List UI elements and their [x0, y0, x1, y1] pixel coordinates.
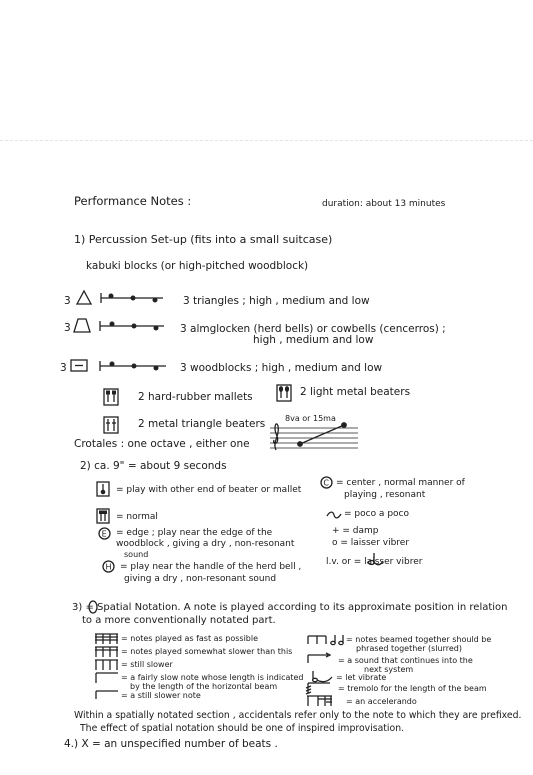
woodblocks-label: 3 woodblocks ; high , medium and low — [180, 362, 383, 374]
spatial-footer-1: Within a spatially notated section , accidentals refer only to the note to which they are prefixed. — [74, 710, 522, 721]
hard-rubber-mallets-label: 2 hard-rubber mallets — [138, 391, 253, 403]
notation-slow-note: = a fairly slow note whose length is indicated — [121, 673, 304, 682]
edge-text-2: woodblock , giving a dry , non-resonant — [116, 539, 295, 549]
still-slower-beams-icon — [94, 659, 120, 671]
notation-still-slower-note: = a still slower note — [121, 691, 201, 700]
reverse-beater-icon — [96, 481, 110, 497]
lv-text: l.v. or = laisser vibrer — [326, 557, 423, 567]
svg-text:E: E — [101, 529, 107, 539]
woodblock-icon — [70, 358, 170, 374]
almglocken-label-2: high , medium and low — [253, 334, 374, 346]
tie-note-icon — [366, 552, 384, 566]
center-text: = center , normal manner of — [336, 478, 465, 488]
poco-a-poco-tilde-icon — [326, 511, 342, 519]
handle-text-2: giving a dry , non-resonant sound — [124, 574, 277, 584]
notation-slow-note-2: by the length of the horizontal beam — [130, 682, 278, 691]
duration-note: duration: about 13 minutes — [322, 199, 446, 209]
spatial-footer-2: The effect of spatial notation should be one of inspired improvisation. — [80, 723, 405, 734]
light-metal-beater-icon — [276, 384, 292, 402]
fast-beams-icon — [94, 633, 120, 645]
crotales-staff — [270, 422, 360, 452]
notation-continues-2: next system — [364, 665, 414, 674]
slow-note-beam-icon — [94, 672, 120, 684]
slower-beams-icon — [94, 646, 120, 658]
still-slower-note-icon — [94, 690, 120, 700]
notation-continues: = a sound that continues into the — [338, 656, 473, 665]
poco-a-poco-text: = poco a poco — [344, 509, 409, 519]
damp-text: + = damp — [332, 526, 379, 536]
almglocken-label: 3 almglocken (herd bells) or cowbells (cencerros) ; — [180, 323, 446, 335]
edge-text: = edge ; play near the edge of the — [116, 528, 273, 538]
notation-slower: = notes played somewhat slower than this — [121, 647, 293, 656]
reverse-end-text: = play with other end of beater or mallet — [116, 485, 302, 495]
edge-symbol-icon — [98, 527, 111, 540]
center-text-2: playing , resonant — [344, 490, 426, 500]
notation-let-vibrate: = let vibrate — [336, 673, 387, 682]
notation-still-slower: = still slower — [121, 660, 173, 669]
section1-subheading: kabuki blocks (or high-pitched woodblock) — [86, 260, 309, 272]
notation-tremolo: = tremolo for the length of the beam — [338, 684, 487, 693]
center-symbol-icon — [320, 476, 333, 489]
crotales-label: Crotales : one octave , either one — [74, 438, 250, 450]
accelerando-icon — [306, 695, 336, 707]
edge-text-3: sound — [124, 550, 149, 559]
woodblock-count: 3 — [60, 362, 67, 374]
hard-rubber-mallet-icon — [103, 388, 119, 406]
svg-text:C: C — [323, 478, 329, 488]
notation-beamed: = notes beamed together should be — [346, 635, 492, 644]
notation-beamed-2: phrased together (slurred) — [356, 644, 463, 653]
section2-heading: 2) ca. 9" = about 9 seconds — [80, 460, 227, 472]
triangle-icon — [77, 290, 167, 306]
triangle-beater-icon — [103, 416, 119, 434]
laisser-vibrer-text: o = laisser vibrer — [332, 538, 410, 548]
section3-heading: 3) = Spatial Notation. A note is played according to its approximate position in relation — [72, 602, 508, 613]
section1-heading: 1) Percussion Set-up (fits into a small suitcase) — [74, 233, 333, 246]
handle-symbol-icon — [102, 560, 115, 573]
section4-text: 4.) X = an unspecified number of beats . — [64, 738, 278, 750]
triangles-label: 3 triangles ; high , medium and low — [183, 295, 370, 307]
notation-fast: = notes played as fast as possible — [121, 634, 259, 643]
normal-text: = normal — [116, 512, 158, 522]
normal-beater-icon — [96, 508, 110, 524]
svg-text:H: H — [105, 562, 112, 572]
continuing-sound-icon — [306, 653, 336, 665]
tremolo-icon — [306, 681, 336, 695]
triangle-beaters-label: 2 metal triangle beaters — [138, 418, 266, 430]
section3-heading-2: to a more conventionally notated part. — [82, 615, 276, 626]
almglocken-count: 3 — [64, 322, 71, 334]
handle-text: = play near the handle of the herd bell , — [120, 562, 302, 572]
beamed-notes-icon — [306, 634, 346, 646]
octave-marks: 8va or 15ma — [285, 414, 336, 423]
notation-accelerando: = an accelerando — [346, 697, 417, 706]
triangle-count: 3 — [64, 295, 71, 307]
page-title: Performance Notes : — [74, 194, 192, 208]
page-fold-line — [0, 140, 533, 141]
herd-bell-icon — [72, 318, 167, 334]
light-metal-beaters-label: 2 light metal beaters — [300, 386, 411, 398]
